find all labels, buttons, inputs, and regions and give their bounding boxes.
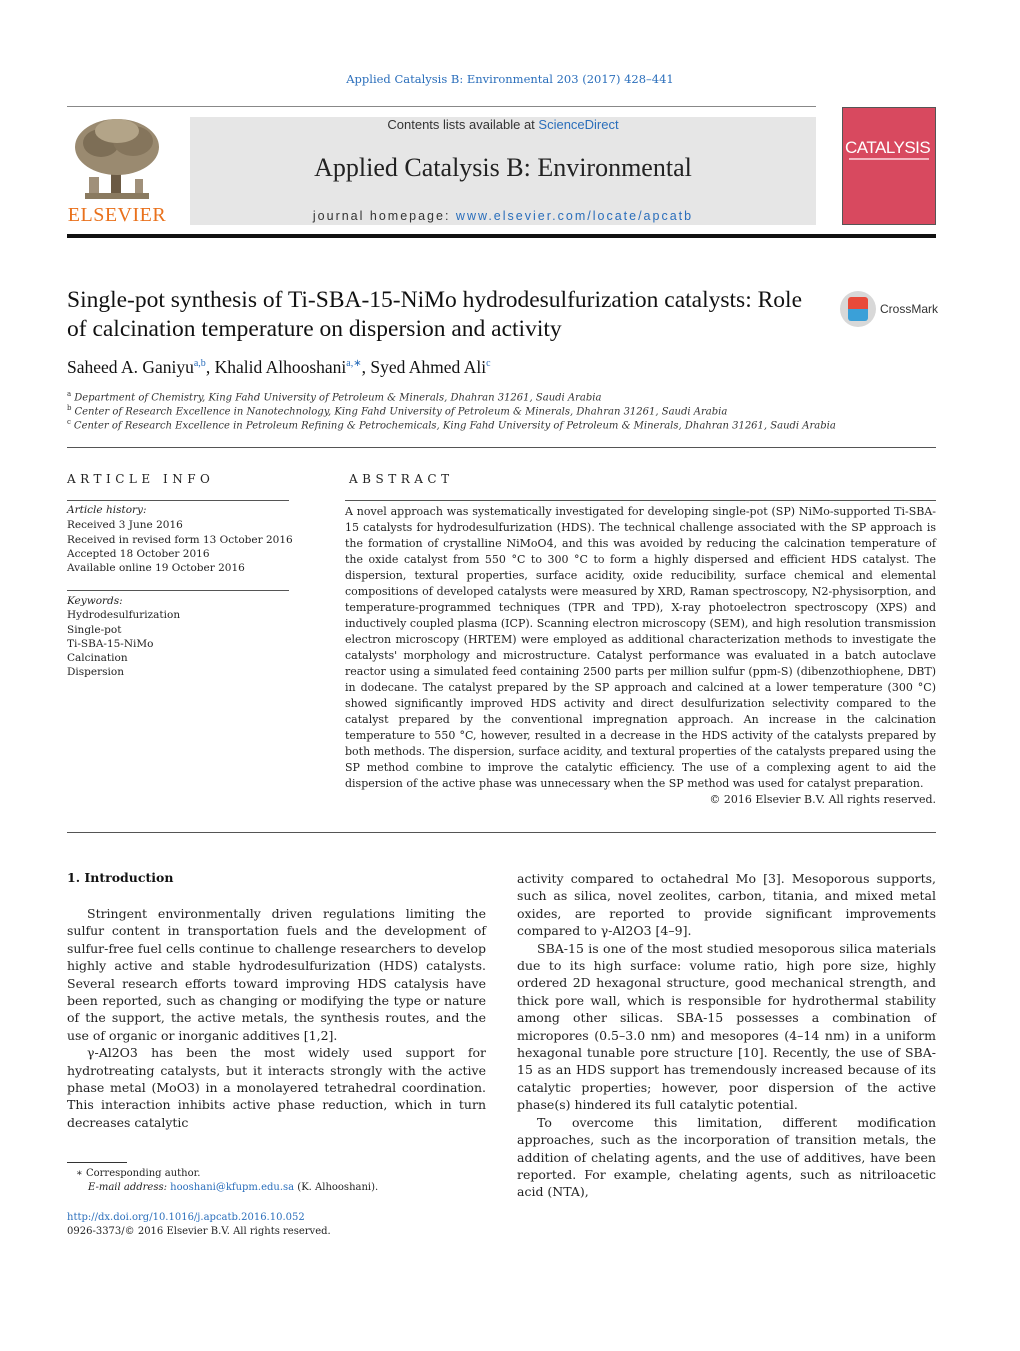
keyword: Calcination	[67, 652, 128, 664]
affiliation	[67, 404, 727, 417]
journal-citation[interactable]	[0, 72, 1020, 86]
crossmark-icon	[840, 291, 876, 327]
author-affiliation-mark[interactable]: c	[486, 358, 491, 370]
divider	[67, 500, 289, 501]
homepage-link[interactable]: www.elsevier.com/locate/apcatb	[455, 209, 694, 223]
email-link[interactable]: hooshani@kfupm.edu.sa	[170, 1182, 295, 1193]
abstract-copyright: © 2016 Elsevier B.V. All rights reserved.	[709, 793, 936, 806]
contents-line	[190, 117, 816, 132]
affiliation	[67, 390, 601, 403]
journal-masthead	[190, 117, 816, 225]
affiliation-mark: c	[67, 418, 71, 426]
issn-line: 0926-3373/© 2016 Elsevier B.V. All rights reserved.	[67, 1226, 331, 1237]
corresponding-author-note: ∗ Corresponding author.	[76, 1168, 201, 1179]
sciencedirect-link[interactable]: ScienceDirect	[538, 117, 619, 132]
email-label: E-mail address:	[88, 1182, 171, 1193]
affiliation-text: Center of Research Excellence in Nanotechnology, King Fahd University of Petroleum & Minerals, Dhahran 31261, Saudi Arabia	[74, 406, 728, 418]
paragraph: SBA-15 is one of the most studied mesoporous silica materials due to its high surface: volume ratio, high pore size, highly ordered 2D hexagonal structure, good mechanical strength, and thick pore wall, which is responsible for hydrothermal stability among other silicas. SBA-15 possesses a combination of micropores (0.5–3.0 nm) and mesopores (4–14 nm) in a uniform hexagonal tunable pore structure [10]. Recently, the use of SBA-15 as an HDS support has tremendously increased because of its catalytic properties; however, poor dispersion of the active phase(s) hindered its full catalytic potential.	[517, 940, 936, 1113]
divider	[67, 106, 816, 107]
keyword: Ti-SBA-15-NiMo	[67, 638, 154, 650]
divider	[67, 447, 936, 448]
author-affiliation-mark[interactable]: a,b	[193, 358, 206, 370]
email-note	[88, 1182, 378, 1193]
author-list	[67, 357, 491, 378]
paragraph: To overcome this limitation, different modification approaches, such as the incorporation of transition metals, the addition of chelating agents, and the use of additives, have been reported. For example, chelating agents, such as nitriloacetic acid (NTA),	[517, 1114, 936, 1200]
keyword: Single-pot	[67, 624, 122, 636]
body-column-left	[67, 905, 486, 1131]
divider	[67, 590, 289, 591]
abstract-text: A novel approach was systematically investigated for developing single-pot (SP) NiMo-supported Ti-SBA-15 catalysts for hydrodesulfurization (HDS). The technical challenge associated with the SP approach is the formation of crystalline NiMoO4, and this was avoided by reducing the calcination temperature of the oxide catalyst from 550 °C to 300 °C to form a highly dispersed and efficient HDS catalyst. The dispersion, textural properties, surface acidity, oxide reducibility, surface chemical and elemental compositions of developed catalysts were measured by XRD, Raman spectroscopy, N2-physisorption, and temperature-programmed techniques (TPR and TPD), X-ray photoelectron spectroscopy (XPS) and inductively coupled plasma (ICP). Scanning electron microscopy (SEM), and high resolution transmission electron microscopy (HRTEM) were employed as additional characterization methods to investigate the catalysts' morphology and microstructure. Catalyst performance was evaluated in a batch autoclave reactor using a simulated feed containing 2500 parts per million sulfur (ppm-S) (dibenzothiophene, DBT) in dodecane. The catalyst prepared by the SP approach and calcined at a lower temperature (300 °C) showed significantly improved HDS activity and direct desulfurization selectivity compared to the catalyst prepared by the conventional impregnation approach. An increase in the calcination temperature to 550 °C, however, resulted in a decrease in the HDS activity of the catalysts prepared by both methods. The dispersion, surface acidity, and textural properties of the catalysts prepared using the SP method combine to improve the catalytic efficiency. The use of a complexing agent to aid the dispersion of the active phase was unnecessary when the SP method was used for catalyst preparation.	[345, 505, 936, 790]
affiliation-text: Department of Chemistry, King Fahd University of Petroleum & Minerals, Dhahran 31261, Saudi Arabia	[74, 392, 602, 404]
crossmark-label: CrossMark	[880, 302, 939, 316]
paragraph: activity compared to octahedral Mo [3]. Mesoporous supports, such as silica, novel zeolites, carbon, titania, and mixed metal oxides, are reported to provide significant improvements compared to γ-Al2O3 [4–9].	[517, 871, 936, 939]
citation-link[interactable]: Applied Catalysis B: Environmental 203 (2017) 428–441	[346, 72, 674, 86]
history-item: Received in revised form 13 October 2016	[67, 534, 293, 546]
journal-cover-thumbnail[interactable]	[842, 107, 936, 225]
paragraph: γ-Al2O3 has been the most widely used support for hydrotreating catalysts, but it interacts strongly with the active phase metal (MoO3) in a monolayered tetrahedral coordination. This interaction inhibits active phase reduction, which in turn decreases catalytic	[67, 1045, 486, 1130]
divider	[345, 500, 936, 501]
paragraph: Stringent environmentally driven regulations limiting the sulfur content in transportation fuels and the development of sulfur-free fuel cells continue to challenge researchers to develop highly active and stable hydrodesulfurization (HDS) catalysts. Several research efforts toward improving HDS catalysis have been reported, such as changing or modifying the type or nature of the support, the active metals, the synthesis routes, and the use of organic or inorganic additives [1,2].	[67, 906, 486, 1043]
body-column-right	[517, 870, 936, 1201]
footnote-divider	[67, 1162, 127, 1163]
article-info-heading: ARTICLE INFO	[67, 472, 215, 486]
doi-link[interactable]: http://dx.doi.org/10.1016/j.apcatb.2016.10.052	[67, 1212, 305, 1223]
journal-homepage	[190, 209, 816, 223]
cover-title: CATALYSIS	[845, 138, 931, 157]
contents-prefix: Contents lists available at	[387, 117, 539, 132]
divider	[67, 832, 936, 833]
elsevier-wordmark: ELSEVIER	[67, 204, 167, 226]
keyword: Dispersion	[67, 666, 124, 678]
article-title: Single-pot synthesis of Ti-SBA-15-NiMo hydrodesulfurization catalysts: Role of calcination temperature on dispersion and activity	[67, 287, 802, 342]
homepage-prefix: journal homepage:	[312, 209, 456, 223]
abstract-heading: ABSTRACT	[349, 472, 454, 486]
history-item: Received 3 June 2016	[67, 519, 183, 531]
cover-stripe	[849, 158, 929, 160]
affiliation	[67, 418, 836, 431]
doi-line	[67, 1212, 305, 1223]
author-separator: ,	[205, 357, 215, 377]
email-suffix: (K. Alhooshani).	[294, 1182, 379, 1193]
author-name[interactable]: Saheed A. Ganiyu	[67, 357, 194, 377]
keywords-label: Keywords:	[67, 595, 123, 607]
affiliation-text: Center of Research Excellence in Petroleum Refining & Petrochemicals, King Fahd University of Petroleum & Minerals, Dhahran 31261, Saudi Arabia	[73, 420, 836, 432]
section-title: 1. Introduction	[67, 870, 174, 885]
crossmark-badge[interactable]	[840, 291, 940, 329]
journal-name: Applied Catalysis B: Environmental	[314, 153, 692, 182]
affiliation-mark: b	[67, 404, 72, 412]
history-item: Accepted 18 October 2016	[67, 548, 210, 560]
author-name[interactable]: Syed Ahmed Ali	[370, 357, 487, 377]
author-affiliation-mark[interactable]: a,∗	[346, 358, 362, 370]
affiliation-mark: a	[67, 390, 72, 398]
author-name[interactable]: Khalid Alhooshani	[214, 357, 347, 377]
keyword: Hydrodesulfurization	[67, 609, 181, 621]
author-separator: ,	[361, 357, 371, 377]
history-label: Article history:	[67, 504, 147, 516]
history-item: Available online 19 October 2016	[67, 562, 245, 574]
elsevier-logo[interactable]	[67, 115, 167, 227]
elsevier-tree-icon	[67, 115, 167, 205]
header-divider	[67, 234, 936, 238]
